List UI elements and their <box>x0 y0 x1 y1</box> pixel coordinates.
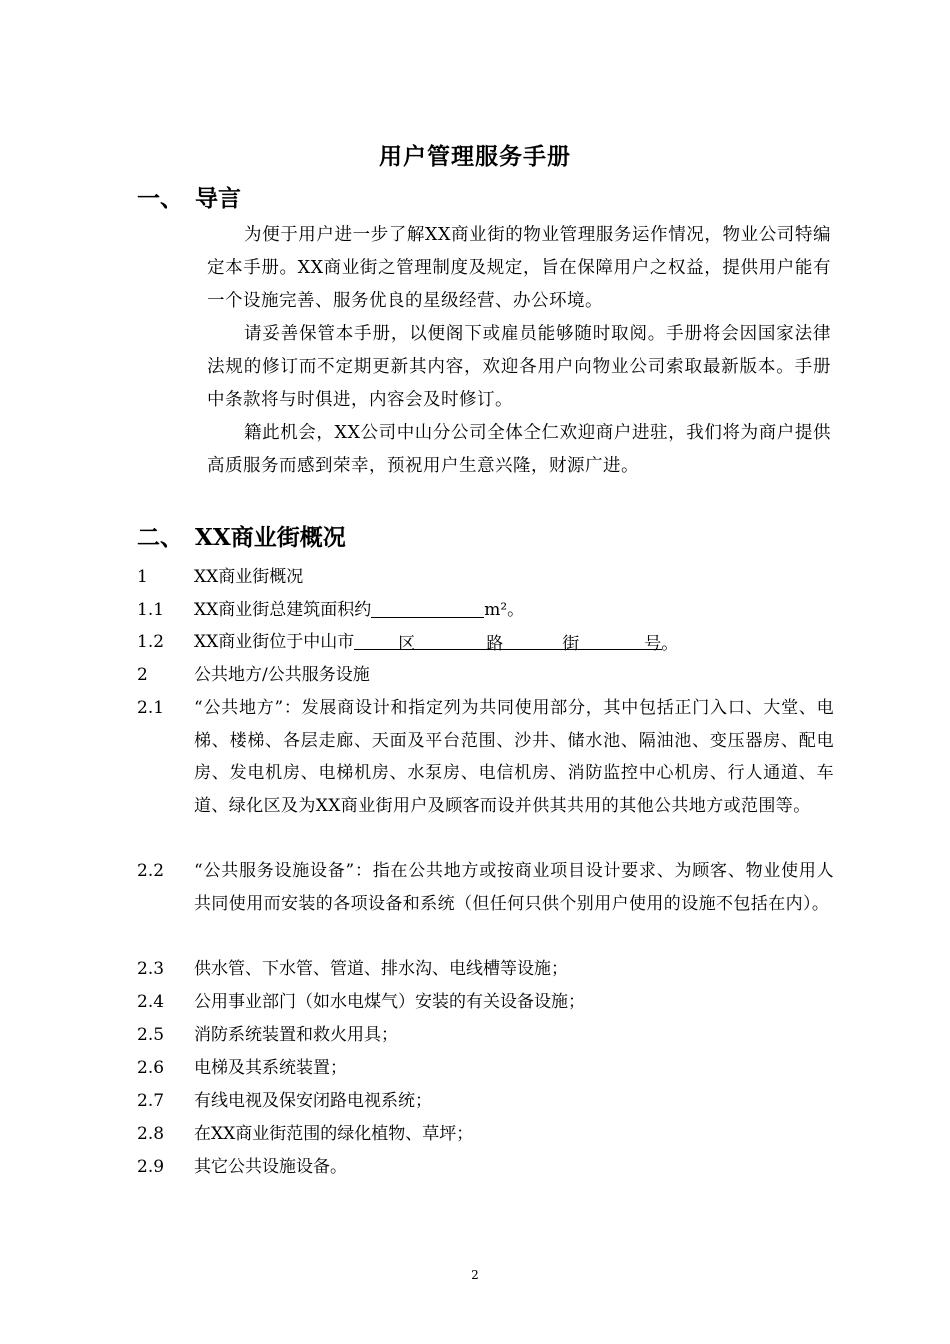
intro-paragraph-3: 籍此机会，XX公司中山分公司全体仝仁欢迎商户进驻，我们将为商户提供高质服务而感到荣幸，预祝用户生意兴隆，财源广进。 <box>207 423 831 476</box>
address-blank-field: 区 路 街 <box>354 629 594 650</box>
area-blank-field <box>371 597 484 618</box>
section-2-heading <box>137 519 346 552</box>
section-1-title: 导言 <box>195 185 241 212</box>
page-number: 2 <box>471 1268 479 1282</box>
section-1-number: 一、 <box>137 185 183 212</box>
section-2-number: 二、 <box>137 524 183 551</box>
section-1-heading <box>137 180 241 213</box>
intro-paragraph-1: 为便于用户进一步了解XX商业街的物业管理服务运作情况，物业公司特编定本手册。XX商业街之管理制度及规定，旨在保障用户之权益，提供用户能有一个设施完善、服务优良的星级经营、办公环境。 <box>207 225 831 311</box>
document-title: 用户管理服务手册 <box>379 143 571 170</box>
section-2-title: XX商业街概况 <box>195 524 346 551</box>
document-page: 用户管理服务手册 一、 导言 为便于用户进一步了解XX商业街的物业管理服务运作情况，物业公司特编定本手册。XX商业街之管理制度及规定，旨在保障用户之权益，提供用户能有一个设施完善、服务优良的星级经营、办公环境。 请妥善保管本手册，以便阁下或雇员能够随时取阅。手册将会因国家法律法规的修订而不定期更新其内容，欢迎各用户向物业公司索取最新版本。手册中条款将与时俱进，内容会及时修订。 籍此机会，XX公司中山分公司全体仝仁欢迎商户进驻，我们将为商户提供高质服务而感到荣幸，预祝用户生意兴隆，财源广进。 二、 XX商业街概况 1 XX商业街概况 1.1 XX商业街总建筑面积约 m²。 1.2 XX商业街位于中山市 区 路 街 号。 2 公共地方/公共服务设施 2.1 “公共地方”：发展商设计和指定列为共同使用部分，其中包括正门入口、大堂、电梯、楼梯、各层走廊、天面及平台范围、沙井、储水池、隔油池、变压器房、配电房、发电机房、电梯机房、水泵房、电信机房、消防监控中心机房、行人通道、车道、绿化区及为XX商业街用户及顾客而设并供其共用的其他公共地方或范围等。 2.2 “公共服务设施设备”：指在公共地方或按商业项目设计要求、为顾客、物业使用人共同使用而安装的各项设备和系统（但任何只供个别用户使用的设施不包括在内）。 2.3 供水管、下水管、管道、排水沟、电线槽等设施； 2.4 公用事业部门（如水电煤气）安装的有关设备设施； 2.5 消防系统装置和救火用具； 2.6 电梯及其系统装置； 2.7 有线电视及保安闭路电视系统； 2.8 在XX商业街范围的绿化植物、草坪； 2.9 其它公共设施设备。 2 <box>0 0 950 1344</box>
intro-paragraph-2: 请妥善保管本手册，以便阁下或雇员能够随时取阅。手册将会因国家法律法规的修订而不定期更新其内容，欢迎各用户向物业公司索取最新版本。手册中条款将与时俱进，内容会及时修订。 <box>207 324 831 410</box>
